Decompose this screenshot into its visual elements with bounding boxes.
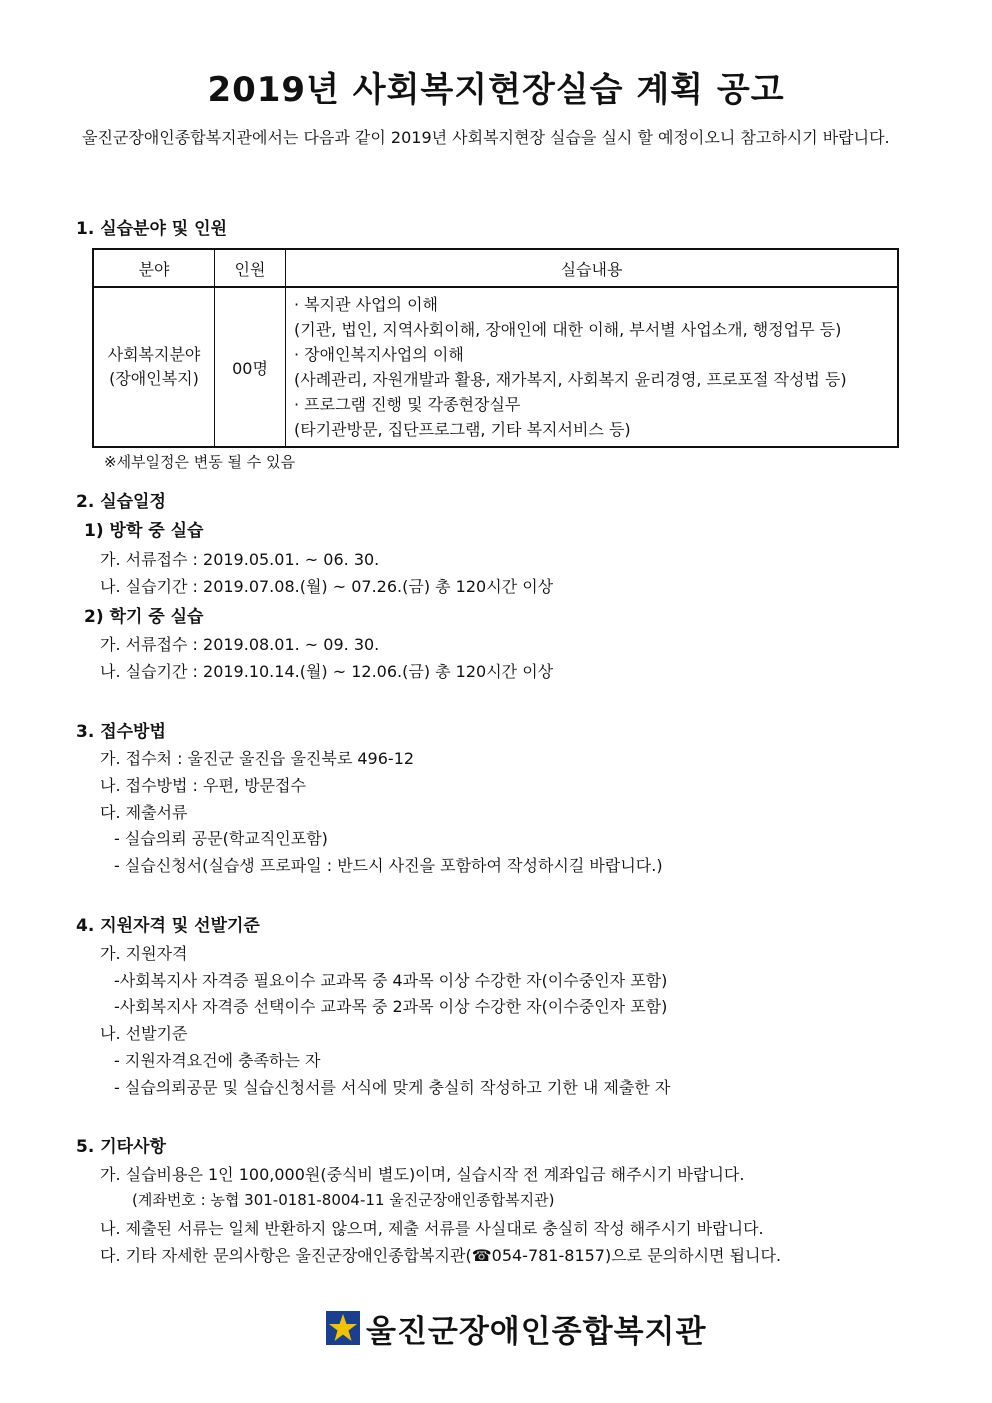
vacation-period-line: 나. 실습기간 : 2019.07.08.(월) ~ 07.26.(금) 총 120시간 이상 (100, 577, 554, 596)
schedule-change-note: ※세부일정은 변동 될 수 있음 (104, 453, 296, 471)
field-line-2: (장애인복지) (109, 369, 199, 388)
semester-period-line: 나. 실습기간 : 2019.10.14.(월) ~ 12.06.(금) 총 120시간 이상 (100, 662, 554, 681)
table-cell-count: 00명 (215, 287, 286, 447)
content-line: (기관, 법인, 지역사회이해, 장애인에 대한 이해, 부서별 사업소개, 행정업무 등) (294, 320, 842, 339)
section-2-heading: 2. 실습일정 (76, 492, 166, 512)
content-line: · 프로그램 진행 및 각종현장실무 (294, 395, 521, 414)
inquiry-line: 다. 기타 자세한 문의사항은 울진군장애인종합복지관(☎054-781-8157)으로 문의하시면 됩니다. (100, 1246, 782, 1265)
content-line: · 장애인복지사업의 이해 (294, 345, 464, 364)
vacation-application-line: 가. 서류접수 : 2019.05.01. ~ 06. 30. (100, 550, 380, 569)
star-logo-icon (326, 1311, 360, 1345)
table-row (93, 287, 898, 447)
table-cell-content (286, 287, 899, 447)
section-3-heading: 3. 접수방법 (76, 722, 166, 742)
receipt-place-line: 가. 접수처 : 울진군 울진읍 울진북로 496-12 (100, 749, 415, 768)
field-line-1: 사회복지분야 (107, 345, 201, 364)
section-4-heading: 4. 지원자격 및 선발기준 (76, 916, 260, 936)
page-title: 2019년 사회복지현장실습 계획 공고 (207, 70, 785, 110)
selection-heading-line: 나. 선발기준 (100, 1024, 188, 1043)
document-item: - 실습신청서(실습생 프로파일 : 반드시 사진을 포함하여 작성하시길 바랍니다.) (114, 856, 663, 875)
content-line: (사례관리, 자원개발과 활용, 재가복지, 사회복지 윤리경영, 프로포절 작성법 등) (294, 370, 847, 389)
documents-return-line: 나. 제출된 서류는 일체 반환하지 않으며, 제출 서류를 사실대로 충실히 작성 해주시기 바랍니다. (100, 1219, 764, 1238)
content-line: · 복지관 사업의 이해 (294, 295, 438, 314)
table-header-content: 실습내용 (286, 249, 899, 287)
qualification-heading-line: 가. 지원자격 (100, 944, 188, 963)
table-header-field: 분야 (93, 249, 215, 287)
subsection-vacation-heading: 1) 방학 중 실습 (84, 521, 204, 541)
table-header-count: 인원 (215, 249, 286, 287)
documents-heading-line: 다. 제출서류 (100, 803, 188, 822)
semester-application-line: 가. 서류접수 : 2019.08.01. ~ 09. 30. (100, 635, 380, 654)
intro-paragraph: 울진군장애인종합복지관에서는 다음과 같이 2019년 사회복지현장 실습을 실시 할 예정이오니 참고하시기 바랍니다. (82, 128, 890, 147)
organization-logo (326, 1308, 706, 1348)
qualification-item: -사회복지사 자격증 필요이수 교과목 중 4과목 이상 수강한 자(이수중인자 포함) (114, 971, 668, 990)
logo-text: 울진군장애인종합복지관 (366, 1313, 707, 1350)
section-5-heading: 5. 기타사항 (76, 1137, 166, 1157)
selection-item: - 지원자격요건에 충족하는 자 (114, 1051, 321, 1070)
account-number-line: (계좌번호 : 농협 301-0181-8004-11 울진군장애인종합복지관) (132, 1191, 555, 1209)
subsection-semester-heading: 2) 학기 중 실습 (84, 607, 204, 627)
fee-line: 가. 실습비용은 1인 100,000원(중식비 별도)이며, 실습시작 전 계좌입금 해주시기 바랍니다. (100, 1165, 745, 1184)
table-cell-field (93, 287, 215, 447)
section-1-heading: 1. 실습분야 및 인원 (76, 219, 227, 239)
qualification-item: -사회복지사 자격증 선택이수 교과목 중 2과목 이상 수강한 자(이수중인자 포함) (114, 997, 668, 1016)
content-line: (타기관방문, 집단프로그램, 기타 복지서비스 등) (294, 420, 631, 439)
practice-table (92, 248, 899, 448)
receipt-method-line: 나. 접수방법 : 우편, 방문접수 (100, 776, 306, 795)
table-header-row (93, 249, 898, 287)
document-item: - 실습의뢰 공문(학교직인포함) (114, 829, 328, 848)
selection-item: - 실습의뢰공문 및 실습신청서를 서식에 맞게 충실히 작성하고 기한 내 제출한 자 (114, 1078, 671, 1097)
